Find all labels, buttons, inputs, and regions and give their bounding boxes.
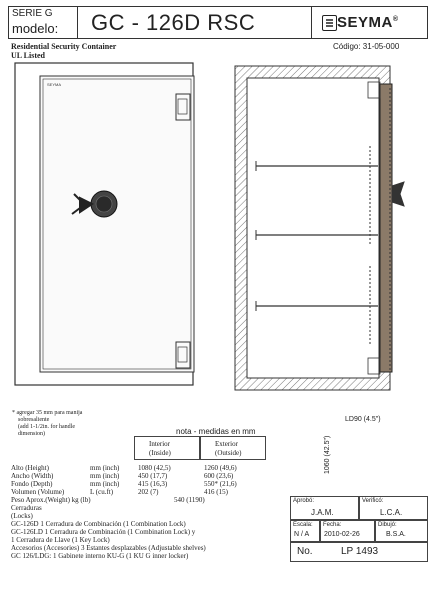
date-cell <box>320 520 375 542</box>
approved-label: Aprobó: <box>293 498 315 504</box>
drawn-value: B.S.A. <box>386 531 406 538</box>
model-number: GC - 126D RSC <box>91 10 256 35</box>
drawn-label: Dibujó: <box>378 522 397 528</box>
inside-label: Interior <box>149 440 170 448</box>
locks-title-en: (Locks) <box>11 512 33 520</box>
row-label: Volumen (Volume) <box>11 488 65 496</box>
drawn-cell <box>375 520 428 542</box>
row-inside: 415 (16,3) <box>138 480 168 488</box>
brand-text: SEYMA <box>337 14 393 31</box>
drawing-sheet <box>8 6 428 588</box>
row-label: Ancho (Width) <box>11 472 54 480</box>
row-inside: 1080 (42,5) <box>138 464 171 472</box>
technical-drawings <box>8 6 428 406</box>
outside-label-en: (Outside) <box>215 449 242 457</box>
row-label: Alto (Height) <box>11 464 49 472</box>
side-section-view <box>235 66 404 390</box>
row-inside: 450 (17,7) <box>138 472 168 480</box>
accessories: Accesorios (Accesories) 3 Estantes desplazables (Adjustable shelves) <box>11 544 206 552</box>
row-inside: 202 (7) <box>138 488 159 496</box>
accessories-line-2: GC 126/LDG: 1 Gabinete interno KU-G (1 KU G inner locker) <box>11 552 189 560</box>
date-label: Fecha: <box>323 522 342 528</box>
row-outside: 1260 (49,6) <box>204 464 237 472</box>
outside-label: Exterior <box>215 440 238 448</box>
row-unit: mm (inch) <box>90 480 120 488</box>
row-unit: mm (inch) <box>90 472 120 480</box>
drawing-number-cell <box>290 542 428 562</box>
door-plate-label: SEYMA <box>47 82 62 87</box>
approved-value: J.A.M. <box>311 508 334 517</box>
drawing-number-label: No. <box>297 546 313 557</box>
measurement-note: nota - medidas en mm <box>176 427 256 436</box>
model-label: modelo: <box>12 21 59 36</box>
note-line: (add 1-1/2in. for handle <box>18 424 75 430</box>
inside-label-en: (Inside) <box>149 449 171 457</box>
scale-cell <box>290 520 320 542</box>
drawing-number: LP 1493 <box>341 546 379 557</box>
approved-cell <box>290 496 359 520</box>
detail-height-label: 1060 (42.5") <box>324 435 331 474</box>
checked-cell <box>359 496 428 520</box>
outside-column-header <box>200 436 266 460</box>
drawing-code: Código: 31-05-000 <box>333 42 400 51</box>
weight-value: 540 (1190) <box>174 496 205 504</box>
row-unit: mm (inch) <box>90 464 120 472</box>
date-value: 2010-02-26 <box>324 531 360 538</box>
detail-width-label: LD90 (4.5") <box>345 416 381 423</box>
registered-mark: ® <box>392 16 399 23</box>
handle-note <box>12 410 132 438</box>
scale-value: N / A <box>294 531 310 538</box>
row-outside: 600 (23,6) <box>204 472 234 480</box>
product-description: Residential Security Container <box>11 42 117 51</box>
row-unit: L (cu.ft) <box>90 488 114 496</box>
row-outside: 550* (21,6) <box>204 480 237 488</box>
certification: UL Listed <box>11 51 46 60</box>
note-line: sobresaliente <box>18 417 50 423</box>
note-line: * agregar 35 mm para manija <box>12 410 83 416</box>
weight-label: Peso Aprox.(Weight) kg (lb) <box>11 496 91 504</box>
front-view-logo <box>47 82 61 87</box>
lock-line: GC-126D 1 Cerradura de Combinación (1 Combination Lock) <box>11 520 186 528</box>
lock-line: GC-126LD 1 Cerradura de Combinación (1 Combination Lock) y <box>11 528 196 536</box>
row-outside: 416 (15) <box>204 488 228 496</box>
locks-title: Cerraduras <box>11 504 42 512</box>
scale-label: Escala: <box>293 522 313 528</box>
front-view <box>15 63 194 385</box>
lock-line: 1 Cerradura de Llave (1 Key Lock) <box>11 536 110 544</box>
checked-value: L.C.A. <box>380 508 403 517</box>
checked-label: Verificó: <box>362 498 384 504</box>
inside-column-header <box>134 436 200 460</box>
note-line: dimension) <box>18 431 45 437</box>
title-block <box>290 496 428 588</box>
series-label: SERIE G <box>12 8 53 19</box>
row-label: Fondo (Depth) <box>11 480 53 488</box>
